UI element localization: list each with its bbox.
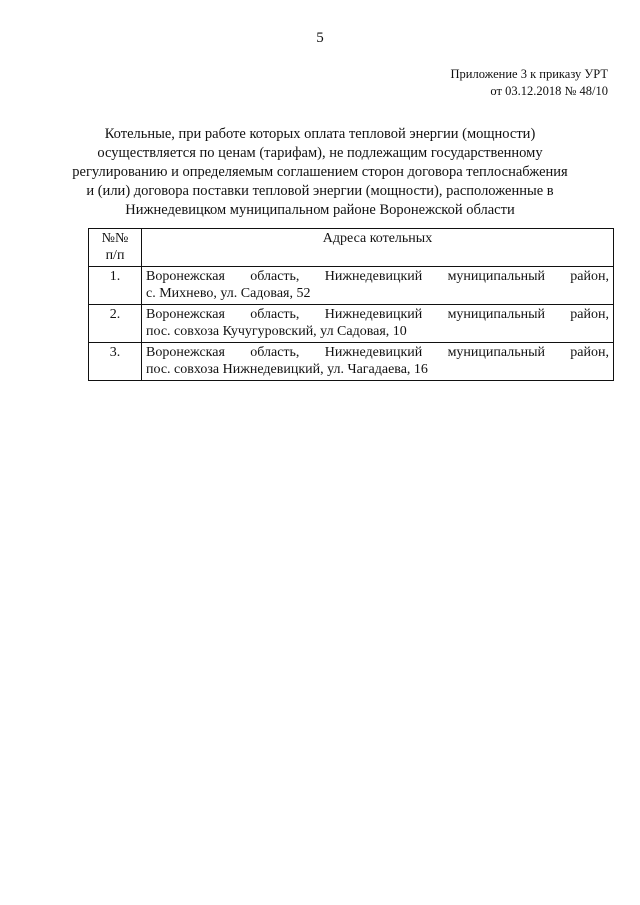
appendix-line-2: от 03.12.2018 № 48/10 (490, 84, 608, 98)
title-line-1: Котельные, при работе которых оплата тепловой энергии (мощности) (104, 126, 536, 142)
row-number: 3. (89, 343, 142, 381)
title-line-5: Нижнедевицком муниципальном районе Воронежской области (125, 202, 515, 218)
address-line-1: Воронежская область, Нижнедевицкий муниципальный район, (146, 307, 609, 322)
address-line-2: пос. совхоза Нижнедевицкий, ул. Чагадаева, 16 (146, 362, 428, 377)
table-row (89, 305, 614, 343)
row-number: 2. (89, 305, 142, 343)
title-line-2: осуществляется по ценам (тарифам), не подлежащим государственному (97, 145, 543, 161)
table-header-row (89, 229, 614, 267)
address-line-2: пос. совхоза Кучугуровский, ул Садовая, 10 (146, 324, 407, 339)
address-line-2: с. Михнево, ул. Садовая, 52 (146, 286, 311, 301)
row-address (142, 343, 614, 381)
row-address (142, 305, 614, 343)
table-row (89, 343, 614, 381)
address-line-1: Воронежская область, Нижнедевицкий муниципальный район, (146, 269, 609, 284)
row-number: 1. (89, 267, 142, 305)
appendix-reference (451, 66, 609, 100)
address-line-1: Воронежская область, Нижнедевицкий муниципальный район, (146, 345, 609, 360)
column-header-number-line-1: №№ (101, 231, 129, 246)
column-header-address: Адреса котельных (142, 229, 614, 267)
title-line-4: и (или) договора поставки тепловой энергии (мощности), расположенные в (86, 183, 554, 199)
page-number: 5 (316, 30, 324, 46)
appendix-line-1: Приложение 3 к приказу УРТ (450, 67, 608, 81)
row-address (142, 267, 614, 305)
title-line-3: регулированию и определяемым соглашением сторон договора теплоснабжения (72, 164, 568, 180)
table-row (89, 267, 614, 305)
column-header-number (89, 229, 142, 267)
boiler-address-table (88, 228, 614, 381)
document-title (60, 125, 580, 220)
column-header-number-line-2: п/п (105, 248, 125, 263)
